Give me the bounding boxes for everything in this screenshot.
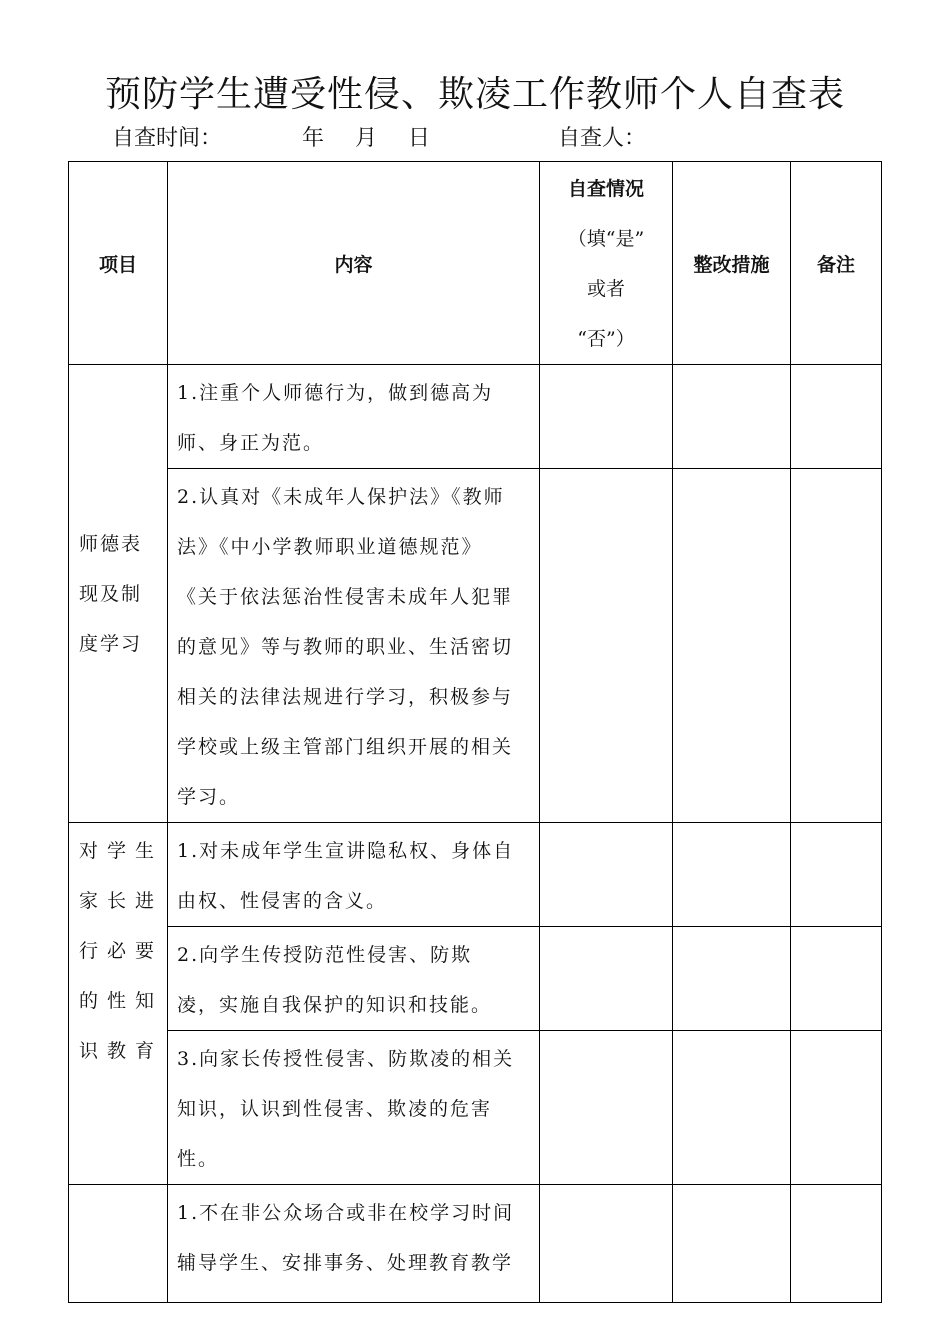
content-line: 性。: [177, 1148, 220, 1170]
remark-cell[interactable]: [791, 823, 882, 927]
category-cell: [69, 365, 168, 823]
self-check-cell[interactable]: [540, 823, 673, 927]
category-line: 行必要: [79, 940, 164, 962]
content-cell: [168, 823, 540, 927]
header-self-check-title: 自查情况: [568, 178, 645, 200]
category-line: 现及制: [79, 582, 143, 605]
table-row: [69, 1031, 882, 1185]
content-line: 辅导学生、安排事务、处理教育教学: [177, 1252, 514, 1274]
content-cell: [168, 469, 540, 823]
self-check-table: [68, 161, 882, 1303]
self-check-cell[interactable]: [540, 365, 673, 469]
table-header-row: [69, 162, 882, 365]
table-row: [69, 823, 882, 927]
header-self-check-note-1: （填“是”: [567, 228, 645, 250]
rectify-cell[interactable]: [673, 823, 791, 927]
category-line: 的性知: [79, 990, 164, 1012]
remark-cell[interactable]: [791, 365, 882, 469]
table-row: [69, 365, 882, 469]
content-line: 3.向家长传授性侵害、防欺凌的相关: [177, 1048, 515, 1070]
category-line: 度学习: [79, 632, 143, 655]
header-item: 项目: [69, 162, 168, 365]
content-line: 2.认真对《未成年人保护法》《教师: [177, 486, 505, 508]
remark-cell[interactable]: [791, 927, 882, 1031]
table-row: [69, 469, 882, 823]
self-check-cell[interactable]: [540, 1031, 673, 1185]
content-line: 的意见》等与教师的职业、生活密切: [177, 636, 514, 658]
page-title: 预防学生遭受性侵、欺凌工作教师个人自查表: [104, 74, 845, 115]
category-cell: [69, 1185, 168, 1303]
content-line: 2.向学生传授防范性侵害、防欺: [177, 944, 473, 966]
header-remark: 备注: [791, 162, 882, 365]
table-row: [69, 927, 882, 1031]
self-check-cell[interactable]: [540, 469, 673, 823]
content-line: 1.不在非公众场合或非在校学习时间: [177, 1202, 515, 1224]
content-cell: [168, 1031, 540, 1185]
content-cell: [168, 365, 540, 469]
content-line: 学校或上级主管部门组织开展的相关: [177, 736, 514, 758]
remark-cell[interactable]: [791, 469, 882, 823]
content-cell: [168, 1185, 540, 1303]
remark-cell[interactable]: [791, 1185, 882, 1303]
self-check-cell[interactable]: [540, 1185, 673, 1303]
content-line: 1.注重个人师德行为，做到德高为: [177, 382, 494, 404]
category-line: 家长进: [79, 890, 164, 912]
checker-label: 自查人：: [558, 126, 647, 151]
category-line: 识教育: [79, 1040, 164, 1062]
rectify-cell[interactable]: [673, 469, 791, 823]
content-line: 1.对未成年学生宣讲隐私权、身体自: [177, 840, 515, 862]
content-line: 由权、性侵害的含义。: [177, 890, 388, 912]
content-line: 《关于依法惩治性侵害未成年人犯罪: [177, 586, 514, 608]
date-label: 自查时间：: [112, 126, 223, 151]
header-content: 内容: [168, 162, 540, 365]
table-row: [69, 1185, 882, 1303]
rectify-cell[interactable]: [673, 1031, 791, 1185]
rectify-cell[interactable]: [673, 365, 791, 469]
content-line: 师、身正为范。: [177, 432, 325, 454]
content-line: 法》《中小学教师职业道德规范》: [177, 536, 483, 558]
content-cell: [168, 927, 540, 1031]
category-cell: [69, 823, 168, 1185]
category-line: 对学生: [79, 840, 164, 862]
header-self-check: [540, 162, 673, 365]
content-line: 学习。: [177, 786, 241, 808]
header-rectify: 整改措施: [673, 162, 791, 365]
rectify-cell[interactable]: [673, 927, 791, 1031]
month-label: 月: [355, 126, 378, 151]
remark-cell[interactable]: [791, 1031, 882, 1185]
content-line: 相关的法律法规进行学习，积极参与: [177, 686, 514, 708]
day-label: 日: [408, 126, 431, 151]
header-self-check-note-3: “否”）: [577, 328, 635, 350]
content-line: 知识，认识到性侵害、欺凌的危害: [177, 1098, 493, 1120]
content-line: 凌，实施自我保护的知识和技能。: [177, 994, 493, 1016]
category-line: 师德表: [79, 532, 143, 555]
rectify-cell[interactable]: [673, 1185, 791, 1303]
self-check-cell[interactable]: [540, 927, 673, 1031]
header-self-check-note-2: 或者: [587, 278, 626, 300]
year-label: 年: [302, 126, 325, 151]
